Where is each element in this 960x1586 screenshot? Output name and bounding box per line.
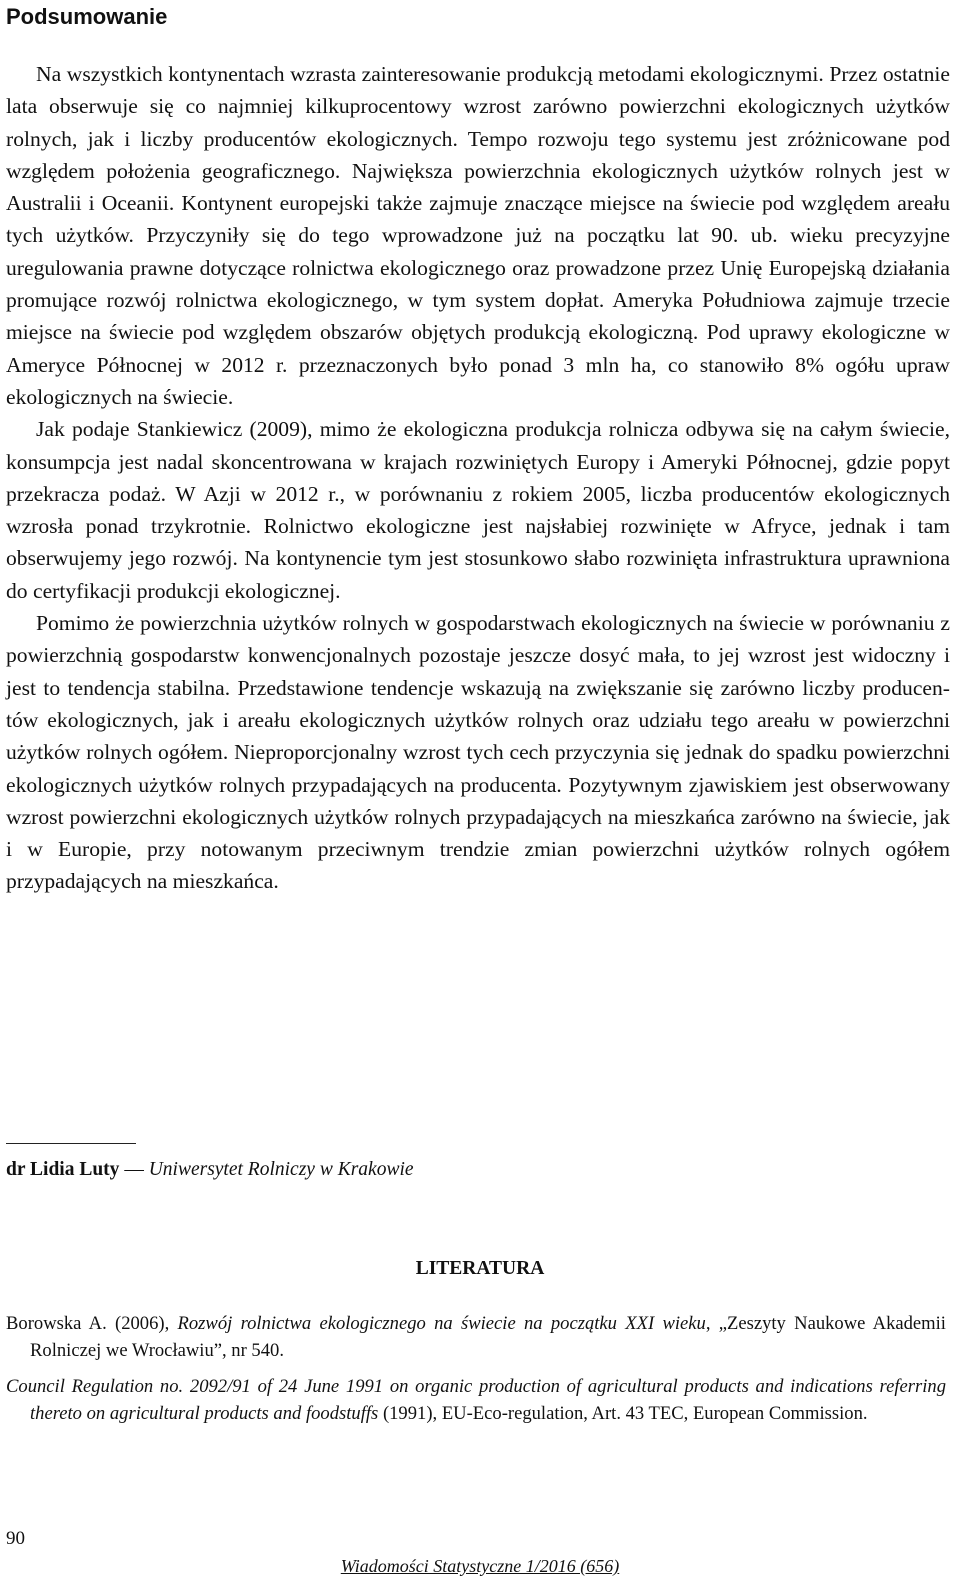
reference-tail: (1991), EU-Eco-regulation, Art. 43 TEC, European Commission. [378, 1403, 868, 1425]
reference-item [6, 1373, 946, 1428]
author-separator-rule [6, 1143, 136, 1144]
page-number: 90 [6, 1528, 25, 1549]
literature-heading: LITERATURA [415, 1258, 545, 1279]
author-affiliation: Uniwersytet Rolniczy w Krakowie [148, 1159, 414, 1180]
paragraph: Pomimo że powierzchnia użytków rolnych w gospodarstwach ekologicznych na świecie w porównaniu z powierzchnią gospodarstw konwencjonalnych pozostaje jeszcze dosyć mała, to jej wzrost jest widoczny i jest to tendencja stabilna. Przedstawione tendencje wskazują na zwiększanie się zarówno liczby producentów ekologicznych, jak i areału ekologicznych użytków rolnych oraz udziału tego areału w powierzchni użytków rolnych ogółem. Nieproporcjonalny wzrost tych cech przyczynia się jednak do spadku powierzchni ekologicznych użytków rolnych przypadających na producenta. Pozytywnym zjawiskiem jest obserwowany wzrost powierzchni ekologicznych użytków rolnych przypadających na mieszkańca zarówno na świecie, jak i w Europie, przy notowanym przeciwnym trendzie zmian powierzchni użytków rolnych ogółem przypadających na mieszkańca. [6, 611, 950, 894]
author-dash: — [119, 1159, 149, 1180]
section-title: Podsumowanie [6, 4, 168, 29]
reference-item [6, 1310, 946, 1365]
body-text [6, 58, 950, 898]
reference-tail: , „Zeszyty Naukowe Akademii Rolniczej we Wrocławiu”, nr 540. [30, 1313, 946, 1362]
author-name: dr Lidia Luty [6, 1159, 120, 1180]
reference-list [6, 1310, 946, 1436]
reference-lead: Borowska A. (2006), [6, 1313, 178, 1334]
journal-footer: Wiadomości Statystyczne 1/2016 (656) [340, 1556, 620, 1576]
paragraph: Jak podaje Stankiewicz (2009), mimo że ekologiczna produkcja rolnicza odbywa się na całym świecie, konsumpcja jest nadal skoncentrowana w krajach rozwiniętych Europy i Ameryki Północnej, gdzie popyt przekracza podaż. W Azji w 2012 r., w porównaniu z rokiem 2005, liczba producentów ekologicznych wzrosła ponad trzykrotnie. Rolnictwo ekologiczne jest najsłabiej rozwinięte w Afryce, jednak i tam obserwujemy jego rozwój. Na kontynencie tym jest stosunkowo słabo rozwinięta infrastruktura uprawniona do certyfikacji produkcji ekologicznej. [6, 417, 950, 603]
reference-title: Rozwój rolnictwa ekologicznego na świecie na początku XXI wieku [177, 1313, 706, 1334]
reference-title: Council Regulation no. 2092/91 of 24 June 1991 on organic production of agricultural products and indications referring thereto on agricultural products and foodstuffs [6, 1375, 946, 1425]
paragraph: Na wszystkich kontynentach wzrasta zainteresowanie produkcją metodami ekologicznymi. Przez ostatnie lata obserwuje się co najmniej kilkuprocentowy wzrost zarówno powierzchni ekologicznych użytków rolnych, jak i liczby producentów ekologicznych. Tempo rozwoju tego systemu jest zróżnicowane pod względem położenia geograficznego. Największa powierzchnia ekologicznych użytków rolnych jest w Australii i Oceanii. Kontynent europejski także zajmuje znaczące miejsce na świecie pod względem areału tych użytków. Przyczyniły się do tego wprowadzone już na początku lat 90. ub. wieku precyzyjne uregulowania prawne dotyczące rolnictwa ekologicznego oraz prowadzone przez Unię Europejską działania promujące rozwój rolnictwa ekologicznego, w tym system dopłat. Ameryka Południowa zajmuje trzecie miejsce na świecie pod względem obszarów objętych produkcją ekologiczną. Pod uprawy ekologiczne w Ameryce Północnej w 2012 r. przeznaczonych było ponad 3 mln ha, co stanowiło 8% ogółu upraw ekologicznych na świecie. [6, 62, 950, 409]
author-line [6, 1157, 414, 1183]
